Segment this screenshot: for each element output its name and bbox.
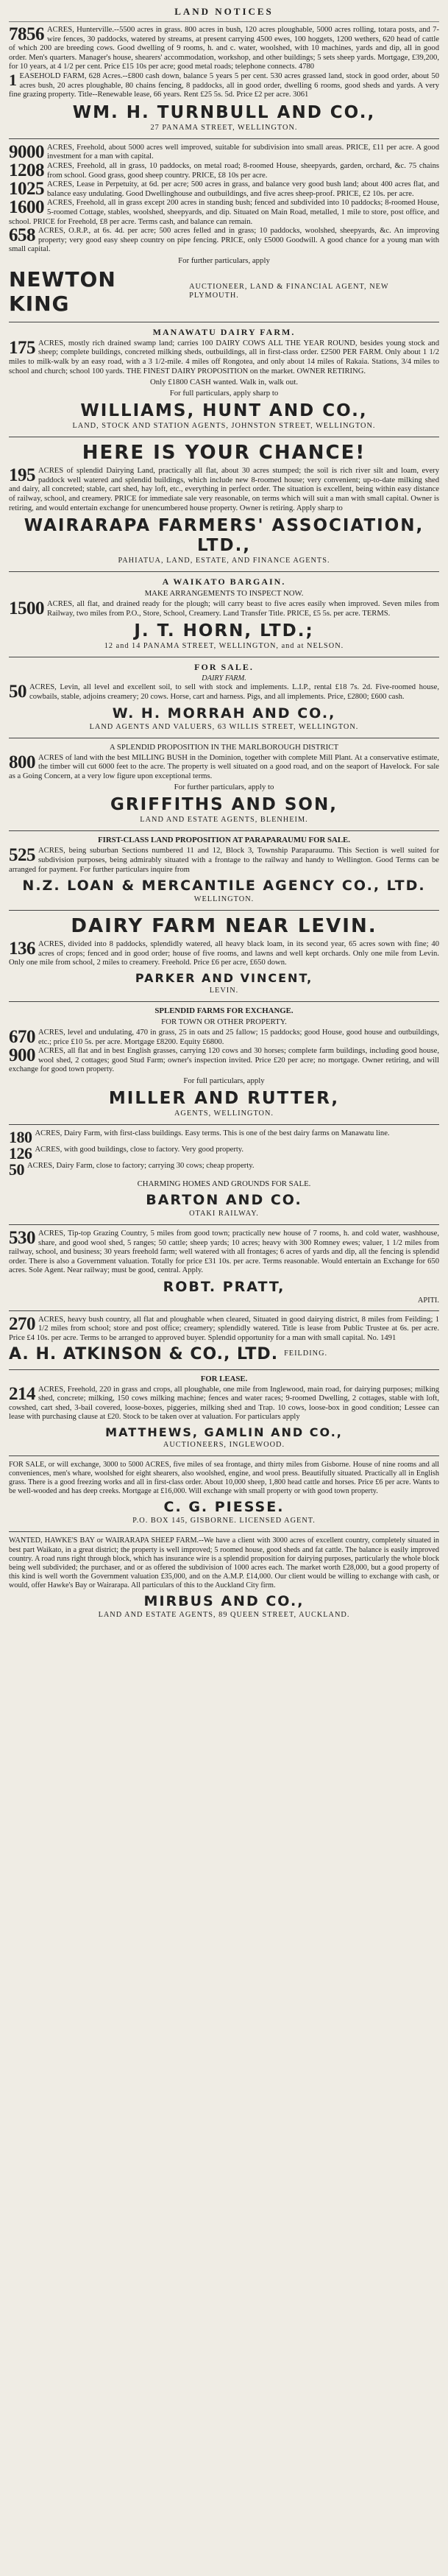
ad-text: ACRES, level and undulating, 470 in grass, 25 in oats and 25 fallow; 15 paddocks; good House, good house and outbuildings, etc.; price £10 5s. per acre. Mortgage £8200. Equity £6800. xyxy=(38,1028,439,1046)
acreage-50: 50 xyxy=(9,682,26,702)
ad-text: ACRES of land with the best MILLING BUSH in the Dominion, together with complete Mill Plant. At a conservative estimate, the timber will cut 6000 feet to the acre. The property is well situated on a good road, and on the seaport of Havelock. For sale as a Going Concern, at a very low figure upon exceptional terms. xyxy=(9,753,439,780)
ad-text: ACRES, Dairy Farm, close to factory; carrying 30 cows; cheap property. xyxy=(27,1161,255,1170)
ad-text: ACRES, Levin, all level and excellent soil, to sell with stock and implements. L.I.P., rental £18 7s. 2d. Five-roomed house, cowbails, stable, adjoins creamery; 20 cows. Horse, cart and harness. Pigs, and all implements. Price, £2800; £600 cash. xyxy=(29,683,439,701)
wairarapa-headline: HERE IS YOUR CHANCE! xyxy=(82,442,366,465)
ad-text: ACRES, all flat, and drained ready for the plough; will carry beast to five acres easily when improved. Seven miles from Railway, two miles from P.O., Store, School, Creamery. Land Transfer Title. PRICE, £5 5s. per acre. TERMS. xyxy=(47,600,439,618)
horn-sub: MAKE ARRANGEMENTS TO INSPECT NOW. xyxy=(144,589,304,599)
divider xyxy=(9,571,439,572)
ad-text: ACRES, Dairy Farm, with first-class buildings. Easy terms. This is one of the best dairy farms on Manawatu line. xyxy=(35,1129,390,1137)
loan-firm-name: N.Z. LOAN & MERCANTILE AGENCY CO., LTD. xyxy=(22,878,426,894)
mirbus-text: WANTED, HAWKE'S BAY or WAIRARAPA SHEEP FARM.--We have a client with 3000 acres of excellent country, completely situated in best part Waikato, in a great district; the property is well improved; 5 roomed house, good sheds and fat cattle. The balance is easily improved country. A road runs right through block, which has insurance wire is a splendid proposition for dairying purposes, particularly the whole block being well subdivided; the purchaser, and or as offered the subdivision of 1000 acres each. The market worth £28,000, but a good property of this kind is well worth the Government valuation £35,000, and on the A.M.P. £14,000. Our client would be willing to exchange with cash, or would, offer Hawke's Bay or Wairarapa. All particulars of this to the Auckland City firm. xyxy=(9,1536,439,1589)
acreage-1600: 1600 xyxy=(9,197,44,218)
barton-firm-name: BARTON AND CO. xyxy=(146,1191,302,1208)
turnbull-ad-block xyxy=(9,26,439,133)
ad-text: ACRES, divided into 8 paddocks, splendidly watered, all heavy black loam, in its second year, 65 acres sown with fine; 40 acres of crops; fenced and in good order; house of five rooms, and lawns and well kept orchards. Only one mile from Levin. Only one mile from school, 2 miles to creamery. Freehold. Price £6 per acre, £650 down. xyxy=(9,940,439,967)
horn-address: 12 and 14 PANAMA STREET, WELLINGTON, and at NELSON. xyxy=(104,642,344,651)
piesse-ad-block xyxy=(9,1461,439,1525)
williams-further: For full particulars, apply sharp to xyxy=(169,389,279,398)
acreage-195: 195 xyxy=(9,465,35,486)
miller-address: AGENTS, WELLINGTON. xyxy=(174,1109,274,1118)
levin-firm-name: PARKER AND VINCENT, xyxy=(135,970,313,985)
miller-heading: SPLENDID FARMS FOR EXCHANGE. xyxy=(154,1006,294,1015)
atkinson-signature xyxy=(9,1345,439,1363)
acreage-leasehold: 1 xyxy=(9,70,17,89)
williams-ad-block xyxy=(9,327,439,431)
atkinson-town: FEILDING. xyxy=(284,1349,328,1358)
ad-text: ACRES, Freehold, all in grass except 200 acres in standing bush; fenced and subdivided into 10 paddocks; 8-roomed House, 5-roomed Cottage, stables, woolshed, sheepyards, and dip. Situated on Main Road, metalled, 1 mile to store, post office, and school. PRICE for Freehold, £8 per acre. Terms cash, and balance can remain. xyxy=(9,199,439,226)
griffiths-further: For further particulars, apply to xyxy=(174,783,274,792)
wairarapa-address: PAHIATUA, LAND, ESTATE, AND FINANCE AGENTS. xyxy=(118,557,330,565)
piesse-address: P.O. BOX 145, GISBORNE. LICENSED AGENT. xyxy=(132,1517,316,1525)
pratt-sub: APITI. xyxy=(417,1296,439,1305)
pratt-ad-block xyxy=(9,1229,439,1305)
miller-further: For full particulars, apply xyxy=(183,1076,265,1085)
horn-firm-name: J. T. HORN, LTD.; xyxy=(134,621,314,641)
newton-ad-block xyxy=(9,141,439,316)
newton-role: AUCTIONEER, LAND & FINANCIAL AGENT, NEW PLYMOUTH. xyxy=(189,282,389,300)
matthews-address: AUCTIONEERS, INGLEWOOD. xyxy=(163,1441,285,1450)
griffiths-heading: A SPLENDID PROPOSITION IN THE MARLBOROUGH DISTRICT xyxy=(109,742,339,752)
turnbull-address: 27 PANAMA STREET, WELLINGTON. xyxy=(150,123,298,132)
barton-charming: CHARMING HOMES AND GROUNDS FOR SALE. xyxy=(137,1179,311,1188)
land-notices-page xyxy=(9,0,439,1620)
acreage-50: 50 xyxy=(9,1160,24,1179)
mirbus-firm-name: MIRBUS AND CO., xyxy=(143,1592,305,1609)
morrah-heading: FOR SALE. xyxy=(194,662,254,673)
williams-address: LAND, STOCK AND STATION AGENTS, JOHNSTON STREET, WELLINGTON. xyxy=(72,422,376,431)
morrah-sub: DAIRY FARM. xyxy=(202,674,246,683)
acreage-1025: 1025 xyxy=(9,179,44,200)
ad-text: ACRES, Freehold, about 5000 acres well improved, suitable for subdivision into small areas. PRICE, £11 per acre. A good investment for a man with capital. xyxy=(47,143,439,161)
atkinson-ad-block xyxy=(9,1313,439,1363)
divider xyxy=(9,1124,439,1125)
matthews-heading: FOR LEASE. xyxy=(200,1374,248,1383)
levin-address: LEVIN. xyxy=(209,986,239,995)
wairarapa-ad-block xyxy=(9,442,439,565)
acreage-214: 214 xyxy=(9,1383,35,1404)
miller-ad-block xyxy=(9,1006,439,1118)
morrah-ad-block xyxy=(9,662,439,731)
ad-text: ACRES, mostly rich drained swamp land; carries 100 DAIRY COWS ALL THE YEAR ROUND, besides young stock and sheep; complete buildings, concreted milking sheds, outbuildings, all in first-class order. £2500 PER FARM. Only about 1 1/2 miles to milk-walk by an easy road, with a 3 1/2-mile. 4 miles off Rongotea, and only about 14 miles of Rakaia. Stations, 3/4 miles to school and church; school 100 yards. THE FINEST DAIRY PROPOSITION on the market. OWNER RETIRING. xyxy=(9,339,439,375)
griffiths-ad-block xyxy=(9,743,439,825)
levin-ad-block xyxy=(9,915,439,995)
ad-text: ACRES, O.R.P., at 6s. 4d. per acre; 500 acres felled and in grass; 10 paddocks, woolshed, sheepyards, &c. An improving property; very good easy sheep country on pipe fencing. PRICE, only £5000 Goodwill. A good chance for a young man with small capital. xyxy=(9,227,439,254)
ad-text: ACRES, being suburban Sections numbered 11 and 12, Block 3, Township Paraparaumu. This Section is well suited for subdivision purposes, being admirably situated with a frontage to the railway and handy to Wellington. Good Terms can be arranged for payment. For further particulars inquire from xyxy=(9,847,439,874)
atkinson-firm-name: A. H. ATKINSON & CO., LTD. xyxy=(9,1344,279,1363)
williams-cash: Only £1800 CASH wanted. Walk in, walk out. xyxy=(149,378,299,387)
acreage-126: 126 xyxy=(9,1143,32,1162)
loan-address: WELLINGTON. xyxy=(193,895,255,904)
divider xyxy=(9,910,439,911)
newton-signature xyxy=(9,267,439,316)
acreage-180: 180 xyxy=(9,1127,32,1146)
divider xyxy=(9,1369,439,1370)
levin-title: DAIRY FARM NEAR LEVIN. xyxy=(71,915,377,938)
divider xyxy=(9,1455,439,1456)
ad-text: ACRES of splendid Dairying Land, practically all flat, about 30 acres stumped; the soil is rich river silt and loam, every paddock well watered and splendid buildings, which include new 8-roomed house; very convenient; up-to-date milking shed and dairy, all concreted; stable, cart shed, hay loft, etc., everything in perfect order. The situation is excellent, being within easy distance of railway, school, and creamery. PRICE for immediate sale very reasonable, on terms which will suit a man with small capital. Owner is retiring, and would entertain exchange for unencumbered house property. Owner is retiring. Apply sharp to xyxy=(9,467,439,512)
acreage-800: 800 xyxy=(9,752,35,772)
acreage-175: 175 xyxy=(9,337,35,358)
matthews-ad-block xyxy=(9,1375,439,1450)
loan-ad-block xyxy=(9,836,439,904)
ad-text: ACRES, all flat and in best English grasses, carrying 120 cows and 30 horses; complete farm buildings, including good house, wool shed, 2 cottages; good Stud Farm; owner's inspection invited. Price £20 per acre; no mortgage. Owner retiring, and will exchange for good town property. xyxy=(9,1047,439,1074)
ad-text: ACRES, heavy bush country, all flat and ploughable when cleared, Situated in good dairying district, 8 miles from Feilding; 1 1/2 miles from school; store and post office; creamery; splendidly watered. Title is lease from Public Trustee at 6s. per acre. Price £4 10s. per acre. Terms to be arranged to approved buyer. Splendid opportunity for a man with small capital. No. 1491 xyxy=(9,1315,439,1343)
ad-text: ACRES, Freehold, all in grass, 10 paddocks, on metal road; 8-roomed House, sheepyards, garden, orchard, &c. 75 chains from school. Good grass, good sheep country. PRICE, £8 10s per acre. xyxy=(47,161,439,180)
ad-text: ACRES, Hunterville.--5500 acres in grass. 800 acres in bush, 120 acres ploughable, 5000 acres rolling, totara posts, and 7-wire fences, 30 paddocks, watered by streams, at present carrying 4500 ewes, 100 hoggets, 1200 wethers, 620 head of cattle of which 200 are breeding cows. Good dwelling of 9 rooms, h. and c. water, woolshed, with 10 machines, yards and dip, all in good order. Men's quarters. Manager's house, shearers' accommodation, workshop, and other buildings; 5 sets sheep yards. Mortgage, £39,200, for 10 years, at 4 1/2 per cent. Price £15 10s per acre; good metal roads; telephone connects. 4780 xyxy=(9,26,439,71)
acreage-270: 270 xyxy=(9,1313,35,1334)
barton-address: OTAKI RAILWAY. xyxy=(189,1209,259,1218)
section-title: LAND NOTICES xyxy=(174,6,274,17)
mirbus-ad-block xyxy=(9,1536,439,1620)
loan-heading: FIRST-CLASS LAND PROPOSITION AT PARAPARAUMU FOR SALE. xyxy=(98,836,350,845)
acreage-1500: 1500 xyxy=(9,599,44,619)
ad-text: ACRES, Freehold, 220 in grass and crops, all ploughable, one mile from Inglewood, main road, for dairying purposes; milking shed, concrete; milking, 150 cows milking machine; fences and water races; 9-roomed Dwelling, 2 cottages, stable with loft, cowshed, cart shed, 3-bail covered, loose-boxes, piggeries, milking shed and Trap. 10 cows, loose-box in good condition; Lessee can lease with purchasing clause at £20. Stock to be taken over at valuation. For particulars apply xyxy=(9,1385,439,1422)
acreage-1208: 1208 xyxy=(9,160,44,180)
mirbus-address: LAND AND ESTATE AGENTS, 89 QUEEN STREET, AUCKLAND. xyxy=(98,1610,350,1619)
acreage-136: 136 xyxy=(9,939,35,959)
acreage-658: 658 xyxy=(9,225,35,246)
divider xyxy=(9,21,439,22)
acreage-525: 525 xyxy=(9,845,35,866)
divider xyxy=(9,1310,439,1311)
ad-text: ACRES, with good buildings, close to factory. Very good property. xyxy=(35,1145,244,1154)
acreage-900: 900 xyxy=(9,1045,35,1066)
piesse-text: FOR SALE, or will exchange, 3000 to 5000 ACRES, five miles of sea frontage, and thirty miles from Gisborne. House of nine rooms and all conveniences, men's whare, woolshed for eight shearers, also woolshed, engine, and wool press. Beautifully situated. Practically all in English grass. There is a good freezing works and all in first-class order. About 10,000 sheep, 1,800 head cattle and horses. Price £6 per acre. Wants to be well-wooded and has deep creeks. Mortgage at £16,000. Will exchange with small property or with good town property. xyxy=(9,1461,439,1496)
divider xyxy=(9,1531,439,1532)
horn-ad-block xyxy=(9,576,439,651)
acreage-670: 670 xyxy=(9,1026,35,1047)
miller-firm-name: MILLER AND RUTTER, xyxy=(108,1088,340,1108)
acreage-7856: 7856 xyxy=(9,24,44,44)
acreage-9000: 9000 xyxy=(9,141,44,162)
williams-firm-name: WILLIAMS, HUNT AND CO., xyxy=(80,401,368,421)
griffiths-firm-name: GRIFFITHS AND SON, xyxy=(110,795,338,815)
horn-heading: A WAIKATO BARGAIN. xyxy=(162,576,286,587)
morrah-firm-name: W. H. MORRAH AND CO., xyxy=(112,705,336,721)
newton-further: For further particulars, apply xyxy=(178,255,270,265)
wairarapa-firm-name: WAIRARAPA FARMERS' ASSOCIATION, LTD., xyxy=(24,516,424,556)
pratt-firm-name: ROBT. PRATT, xyxy=(163,1278,285,1295)
divider xyxy=(9,1224,439,1225)
acreage-530: 530 xyxy=(9,1227,35,1248)
divider xyxy=(9,138,439,139)
ad-text: ACRES, Tip-top Grazing Country, 5 miles from good town; practically new house of 7 rooms, h. and cold water, washhouse, share, and good wool shed, 5 ranges; 50 cattle; sheep yards; 10 acres; heavy with 300 Romney ewes; valuer, 1 1/2 miles from railway, school, and business; 30 years freehold farm; well watered with all frontages; 6 acres of yards and dip, all the fencing is splendid order. There is also a Government valuation. Totally for price £31 10s. per acre. Terms reasonable. Would entertain an Exchange for 650 acres. Sole Agent. Near railway; must be good, central. Apply. xyxy=(9,1229,439,1275)
morrah-address: LAND AGENTS AND VALUERS, 63 WILLIS STREET, WELLINGTON. xyxy=(89,722,359,731)
newton-firm-name: NEWTON KING xyxy=(9,267,116,316)
williams-heading: MANAWATU DAIRY FARM. xyxy=(152,326,296,337)
barton-ad-block xyxy=(9,1129,439,1218)
matthews-firm-name: MATTHEWS, GAMLIN AND CO., xyxy=(105,1425,343,1440)
divider xyxy=(9,830,439,831)
griffiths-address: LAND AND ESTATE AGENTS, BLENHEIM. xyxy=(140,816,308,825)
ad-text: ACRES, Lease in Perpetuity, at 6d. per acre; 500 acres in grass, and balance very good bush land; about 400 acres flat, and balance easy undulating. Good Dwellinghouse and outbuildings, and five acres sheep-proof. PRICE, £2 10s. per acre. xyxy=(47,180,439,198)
ad-text: EASEHOLD FARM, 628 Acres.--£800 cash down, balance 5 years 5 per cent. 530 acres grassed land, stock in good order, about 50 acres bush, 20 acres ploughable, 80 chains fencing, 8 paddocks, all in good order, dwelling 6 rooms, good sheds and yards. A very fine grazing property. Title--Renewable lease, 66 years. Rent £25 5s. 5d. Price £2 per acre. 3061 xyxy=(9,71,439,99)
piesse-firm-name: C. G. PIESSE. xyxy=(163,1499,285,1516)
miller-sub: FOR TOWN OR OTHER PROPERTY. xyxy=(161,1017,287,1026)
divider xyxy=(9,1001,439,1002)
turnbull-firm-name: WM. H. TURNBULL AND CO., xyxy=(72,102,376,122)
